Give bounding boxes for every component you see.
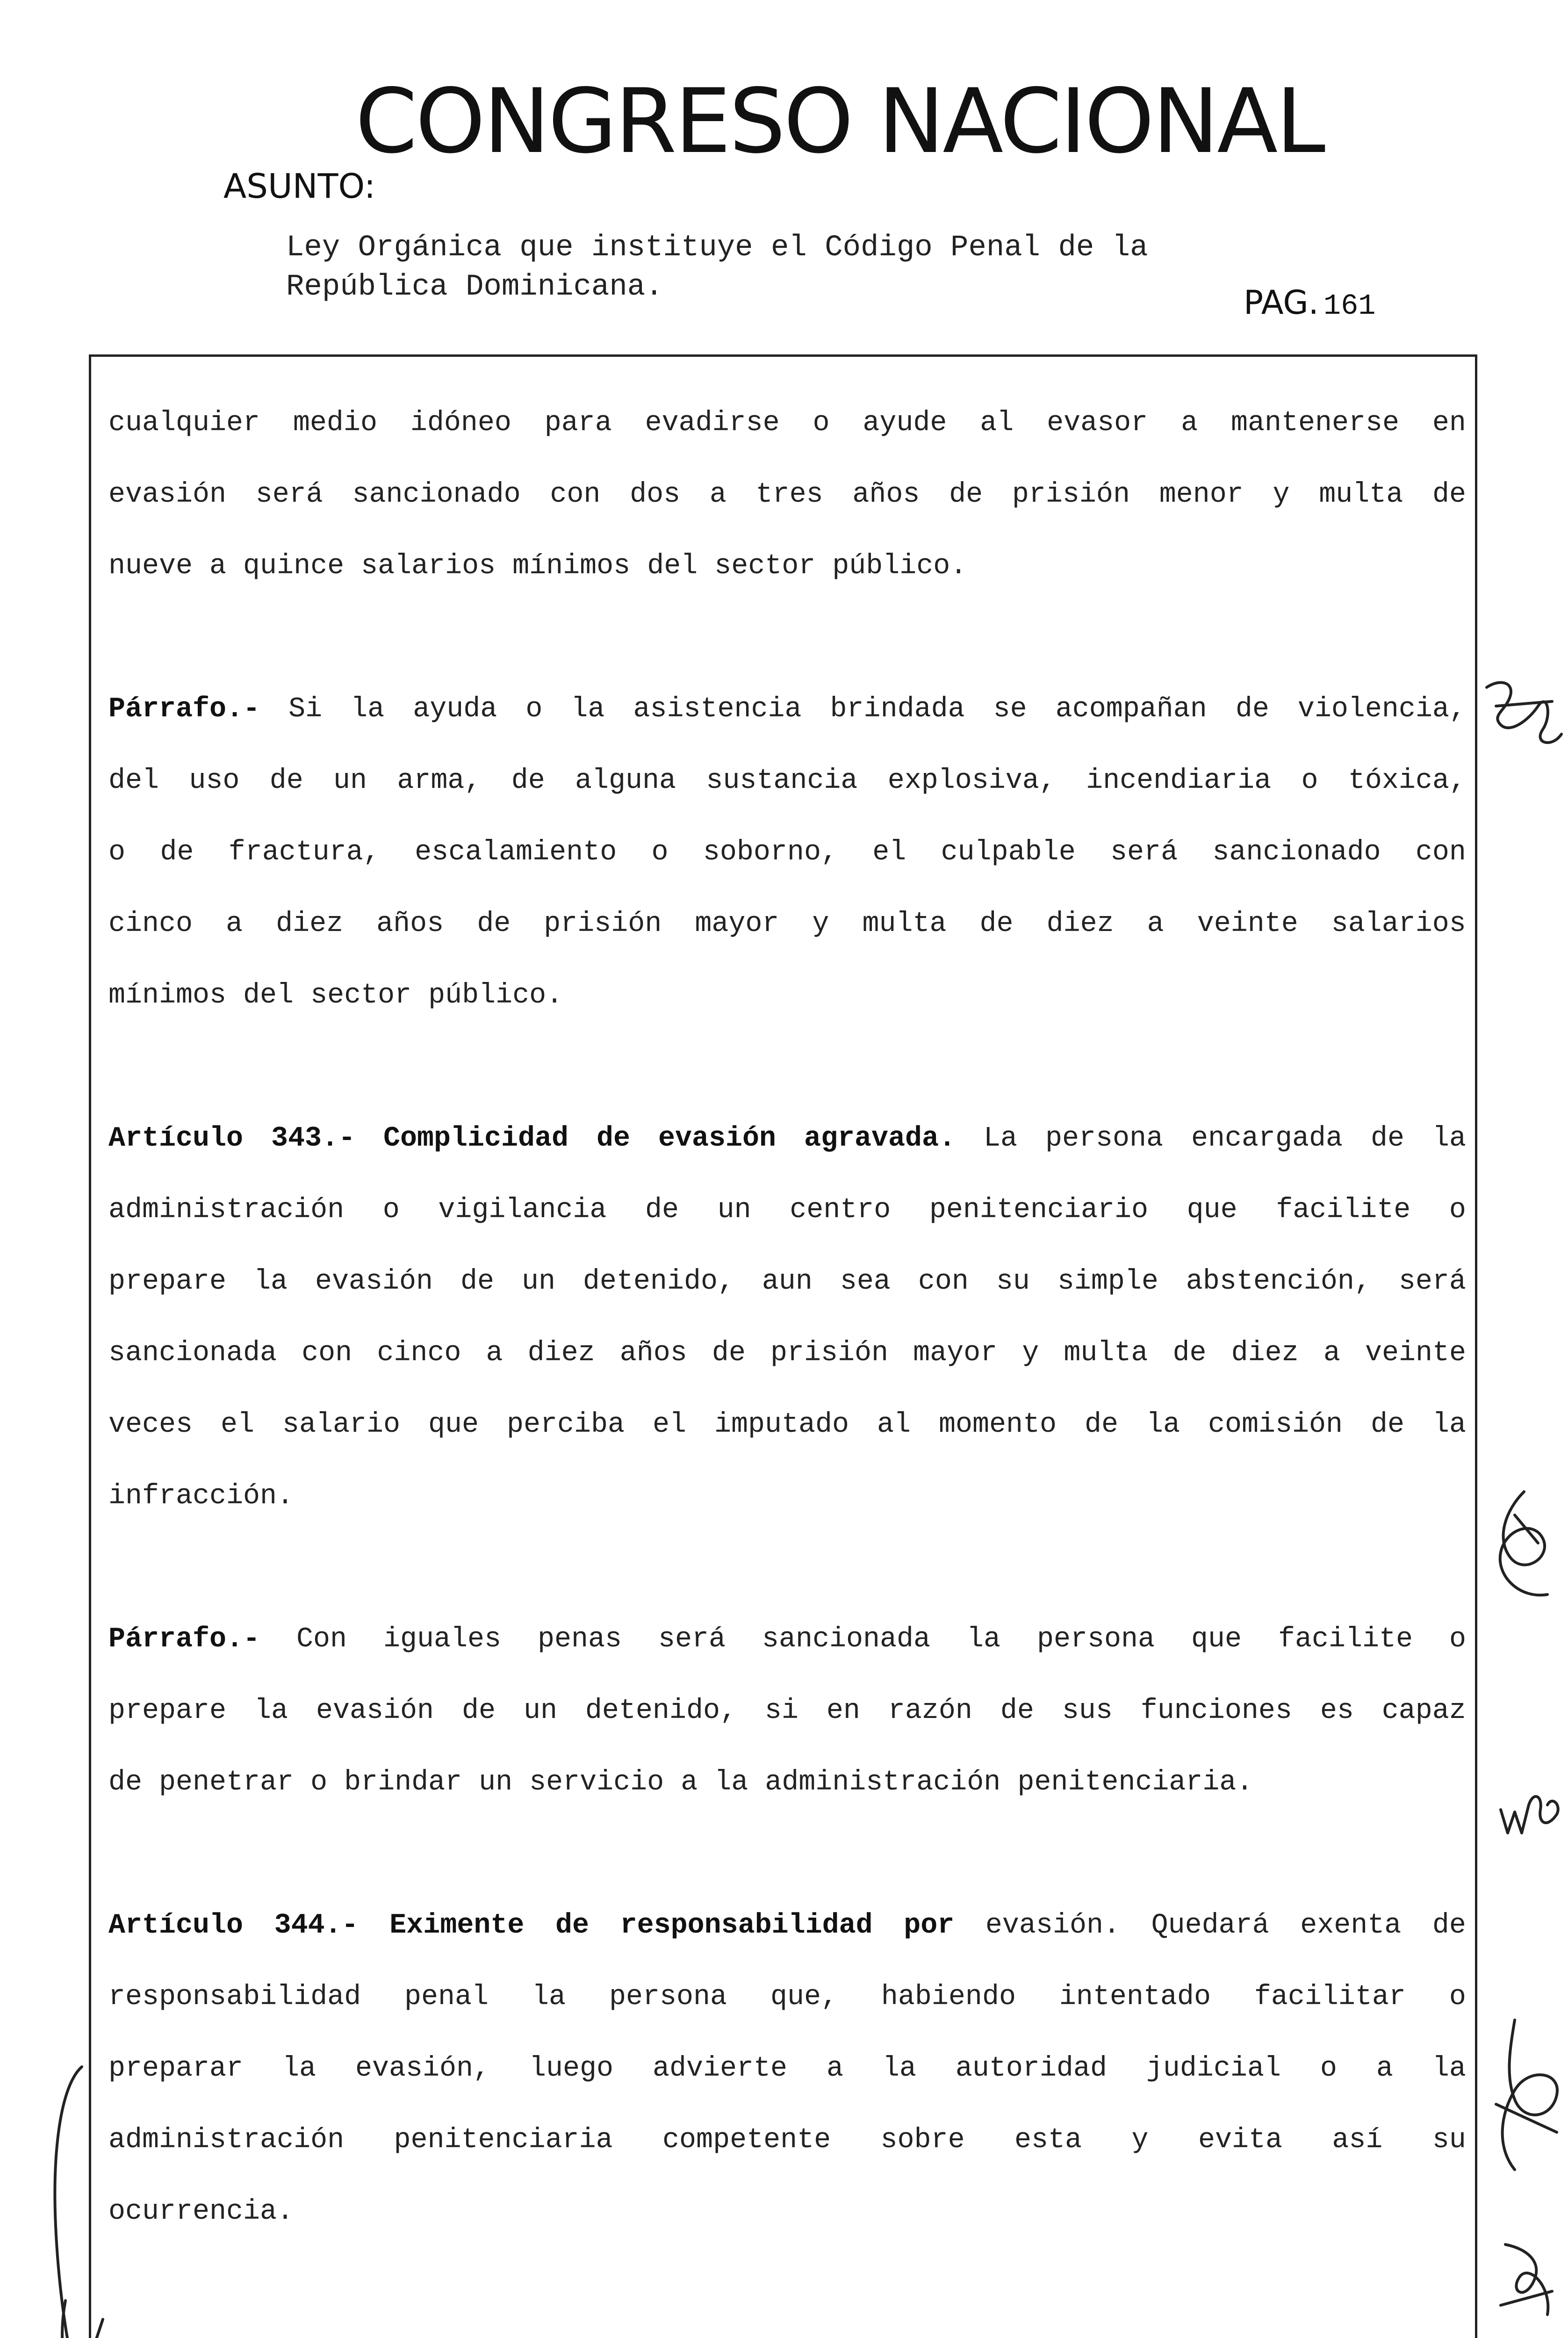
word: de xyxy=(1371,1409,1405,1441)
word: o xyxy=(1449,1981,1466,2013)
subject-text xyxy=(286,228,1148,307)
word: tres xyxy=(755,479,823,511)
word: la xyxy=(532,1981,566,2013)
word: habiendo xyxy=(881,1981,1016,2013)
word: medio xyxy=(293,407,377,439)
word: salario xyxy=(282,1409,401,1441)
word: servicio xyxy=(529,1767,664,1798)
word: brindar xyxy=(344,1767,462,1798)
margin-initials-signature xyxy=(1487,1487,1561,1609)
word: es xyxy=(1320,1695,1354,1727)
word: de xyxy=(160,837,194,868)
word: judicial xyxy=(1146,2053,1281,2085)
word: capaz xyxy=(1381,1695,1466,1727)
word: La xyxy=(984,1123,1018,1155)
word: al xyxy=(980,407,1014,439)
word: persona xyxy=(1036,1624,1155,1655)
word: la xyxy=(714,1767,748,1798)
word: multa xyxy=(1064,1337,1148,1369)
word: al xyxy=(877,1409,911,1441)
word: autoridad xyxy=(955,2053,1107,2085)
word: a xyxy=(209,550,227,582)
text-line xyxy=(108,407,1466,440)
margin-initials-signature xyxy=(1496,1777,1566,1842)
text-line xyxy=(108,836,1466,869)
word: la xyxy=(1432,2053,1466,2085)
word: años xyxy=(619,1337,687,1369)
word: violencia, xyxy=(1297,693,1466,725)
word: de xyxy=(269,765,303,797)
word: penitenciaria. xyxy=(1017,1767,1253,1798)
word: o xyxy=(1449,1624,1466,1655)
word: mantenerse xyxy=(1230,407,1399,439)
word: por xyxy=(904,1910,955,1941)
text-line xyxy=(108,979,1466,1012)
word: de xyxy=(555,1910,589,1941)
word: con xyxy=(918,1266,969,1298)
word: prepare xyxy=(108,1266,227,1298)
word: sus xyxy=(1062,1695,1113,1727)
word: mínimos xyxy=(512,550,631,582)
word: que xyxy=(1187,1194,1237,1226)
word: prisión xyxy=(770,1337,889,1369)
word: a xyxy=(1376,2053,1393,2085)
word: de xyxy=(1432,1910,1466,1941)
word: su xyxy=(1432,2124,1466,2156)
word: a xyxy=(1181,407,1198,439)
word: público. xyxy=(428,980,563,1011)
text-line xyxy=(108,765,1466,797)
word: se xyxy=(993,693,1027,725)
word: simple xyxy=(1057,1266,1158,1298)
margin-initials-signature xyxy=(1487,2011,1566,2179)
word: del xyxy=(108,765,159,797)
text-line xyxy=(108,1695,1466,1727)
word: a xyxy=(1147,908,1164,940)
word: comisión xyxy=(1208,1409,1343,1441)
word: uso xyxy=(189,765,240,797)
word: sector xyxy=(310,980,412,1011)
word: de xyxy=(460,1266,494,1298)
word: Si xyxy=(288,693,323,725)
text-line xyxy=(108,1909,1466,1942)
word: momento xyxy=(939,1409,1057,1441)
word: público. xyxy=(832,550,967,582)
page-number: 161 xyxy=(1323,289,1376,323)
word: evadirse xyxy=(645,407,780,439)
text-line xyxy=(108,2124,1466,2157)
word: detenido, xyxy=(583,1266,734,1298)
word: asistencia xyxy=(633,693,802,725)
word: facilite xyxy=(1276,1194,1411,1226)
word: o xyxy=(1449,1194,1466,1226)
word: la xyxy=(882,2053,916,2085)
word: la xyxy=(351,693,385,725)
word: la xyxy=(1146,1409,1180,1441)
margin-signature-stroke xyxy=(33,2057,136,2338)
word: de xyxy=(1235,693,1269,725)
word: esta xyxy=(1014,2124,1082,2156)
word: será xyxy=(658,1624,726,1655)
word: mayor xyxy=(913,1337,998,1369)
word: cinco xyxy=(377,1337,461,1369)
word: sancionado xyxy=(1212,837,1381,868)
word: administración xyxy=(765,1767,1001,1798)
page-indicator xyxy=(1244,283,1376,323)
word: y xyxy=(1273,479,1290,511)
word: diez xyxy=(1231,1337,1299,1369)
word: dos xyxy=(630,479,681,511)
word: un xyxy=(333,765,367,797)
word: evasión xyxy=(315,1266,433,1298)
word: sancionado xyxy=(352,479,521,511)
word: de xyxy=(1370,1123,1404,1155)
word: agravada. xyxy=(804,1123,956,1155)
word: detenido, xyxy=(585,1695,737,1727)
word: de xyxy=(477,908,511,940)
word: Complicidad xyxy=(383,1123,569,1155)
word: o xyxy=(382,1194,400,1226)
word: exenta xyxy=(1300,1910,1402,1941)
word: multa xyxy=(862,908,947,940)
word: cualquier xyxy=(108,407,260,439)
word: salarios xyxy=(1331,908,1466,940)
word: de xyxy=(949,479,983,511)
word: evasión xyxy=(658,1123,777,1155)
word: Artículo xyxy=(108,1123,244,1155)
word: penitenciario xyxy=(929,1194,1148,1226)
word: diez xyxy=(527,1337,595,1369)
word: penitenciaria xyxy=(394,2124,613,2156)
word: y xyxy=(1022,1337,1039,1369)
word: cinco xyxy=(108,908,193,940)
word: alguna xyxy=(575,765,676,797)
word: de xyxy=(1000,1695,1034,1727)
word: responsabilidad xyxy=(108,1981,361,2013)
word: penal xyxy=(404,1981,489,2013)
word: encargada xyxy=(1191,1123,1343,1155)
subject-line-1: Ley Orgánica que instituye el Código Penal de la xyxy=(286,231,1148,265)
word: abstención, xyxy=(1186,1266,1371,1298)
word: ocurrencia. xyxy=(108,2196,294,2228)
word: idóneo xyxy=(410,407,511,439)
word: o xyxy=(525,693,543,725)
word: o xyxy=(108,837,126,868)
word: Eximente xyxy=(389,1910,525,1941)
word: de xyxy=(712,1337,746,1369)
word: y xyxy=(812,908,829,940)
word: que xyxy=(1191,1624,1242,1655)
word: a xyxy=(1323,1337,1340,1369)
word: de xyxy=(1432,479,1466,511)
text-line xyxy=(108,478,1466,511)
word: persona xyxy=(609,1981,727,2013)
word: administración xyxy=(108,2124,345,2156)
word: veces xyxy=(108,1409,193,1441)
word: de xyxy=(1172,1337,1207,1369)
word: escalamiento xyxy=(415,837,617,868)
margin-initials-signature xyxy=(1491,2235,1561,2329)
word: un xyxy=(521,1266,555,1298)
page-label: PAG. xyxy=(1244,283,1319,322)
word: Párrafo.- xyxy=(108,1624,260,1655)
word: iguales xyxy=(383,1624,502,1655)
word: tóxica, xyxy=(1348,765,1466,797)
word: centro xyxy=(790,1194,891,1226)
word: de xyxy=(461,1695,496,1727)
word: diez xyxy=(276,908,344,940)
word: intentado xyxy=(1059,1981,1211,2013)
word: veinte xyxy=(1197,908,1298,940)
word: el xyxy=(653,1409,687,1441)
word: incendiaria xyxy=(1086,765,1272,797)
word: sea xyxy=(840,1266,891,1298)
word: sector xyxy=(714,550,816,582)
asunto-label: ASUNTO: xyxy=(223,166,376,206)
word: prisión xyxy=(1012,479,1130,511)
word: luego xyxy=(529,2053,613,2085)
word: del xyxy=(647,550,698,582)
word: la xyxy=(571,693,605,725)
word: 343.- xyxy=(271,1123,356,1155)
word: será xyxy=(1398,1266,1466,1298)
word: un xyxy=(523,1695,557,1727)
congress-title: CONGRESO NACIONAL xyxy=(355,70,1324,173)
word: diez xyxy=(1046,908,1114,940)
word: perciba xyxy=(507,1409,625,1441)
word: la xyxy=(1432,1123,1466,1155)
word: en xyxy=(826,1695,860,1727)
text-line xyxy=(108,2052,1466,2085)
word: brindada xyxy=(830,693,965,725)
word: prepare xyxy=(108,1695,227,1727)
word: razón xyxy=(888,1695,972,1727)
text-line xyxy=(108,2195,1466,2228)
word: Quedará xyxy=(1151,1910,1269,1941)
word: la xyxy=(254,1695,288,1727)
word: preparar xyxy=(108,2053,244,2085)
word: si xyxy=(764,1695,798,1727)
word: administración xyxy=(108,1194,345,1226)
word: a xyxy=(486,1337,503,1369)
word: a xyxy=(826,2053,843,2085)
margin-initials-signature xyxy=(1482,673,1566,767)
word: la xyxy=(1432,1409,1466,1441)
word: su xyxy=(996,1266,1030,1298)
word: advierte xyxy=(652,2053,787,2085)
word: infracción. xyxy=(108,1480,294,1512)
text-line xyxy=(108,550,1466,583)
word: a xyxy=(709,479,726,511)
word: evasor xyxy=(1047,407,1148,439)
word: penas xyxy=(538,1624,622,1655)
word: será xyxy=(255,479,323,511)
word: mínimos xyxy=(108,980,227,1011)
word: veinte xyxy=(1365,1337,1466,1369)
word: o xyxy=(813,407,830,439)
word: quince xyxy=(243,550,345,582)
word: ayude xyxy=(863,407,947,439)
word: un xyxy=(479,1767,513,1798)
text-line xyxy=(108,1981,1466,2013)
word: a xyxy=(681,1767,698,1798)
word: 344.- xyxy=(274,1910,359,1941)
word: años xyxy=(376,908,444,940)
text-line xyxy=(108,1766,1466,1799)
word: la xyxy=(254,1266,288,1298)
word: sancionada xyxy=(762,1624,931,1655)
word: prisión xyxy=(544,908,662,940)
word: con xyxy=(550,479,601,511)
word: penetrar xyxy=(159,1767,294,1798)
word: un xyxy=(717,1194,751,1226)
text-line xyxy=(108,1194,1466,1227)
word: acompañan xyxy=(1055,693,1207,725)
word: evita xyxy=(1198,2124,1282,2156)
word: facilite xyxy=(1278,1624,1413,1655)
word: arma, xyxy=(397,765,482,797)
word: multa xyxy=(1319,479,1403,511)
subject-line-2: República Dominicana. xyxy=(286,270,663,304)
word: competente xyxy=(662,2124,831,2156)
word: con xyxy=(1415,837,1466,868)
word: años xyxy=(852,479,920,511)
word: en xyxy=(1432,407,1466,439)
word: o xyxy=(1301,765,1318,797)
word: será xyxy=(1110,837,1178,868)
text-line xyxy=(108,1122,1466,1155)
word: mayor xyxy=(695,908,779,940)
word: vigilancia xyxy=(438,1194,607,1226)
word: de xyxy=(108,1767,143,1798)
word: responsabilidad xyxy=(620,1910,873,1941)
word: de xyxy=(1085,1409,1119,1441)
word: menor xyxy=(1159,479,1244,511)
word: Párrafo.- xyxy=(108,693,260,725)
text-line xyxy=(108,908,1466,940)
text-line xyxy=(108,693,1466,726)
word: la xyxy=(966,1624,1000,1655)
text-line xyxy=(108,1408,1466,1441)
word: Con xyxy=(296,1624,347,1655)
word: fractura, xyxy=(228,837,380,868)
word: el xyxy=(872,837,906,868)
word: con xyxy=(302,1337,352,1369)
word: explosiva, xyxy=(887,765,1056,797)
word: sancionada xyxy=(108,1337,277,1369)
word: sobre xyxy=(880,2124,965,2156)
word: que, xyxy=(770,1981,838,2013)
word: evasión xyxy=(108,479,227,511)
word: facilitar xyxy=(1254,1981,1406,2013)
word: el xyxy=(221,1409,255,1441)
word: que xyxy=(428,1409,479,1441)
word: así xyxy=(1332,2124,1383,2156)
word: o xyxy=(651,837,669,868)
word: o xyxy=(1320,2053,1337,2085)
word: evasión, xyxy=(355,2053,490,2085)
word: nueve xyxy=(108,550,193,582)
word: soborno, xyxy=(703,837,838,868)
word: la xyxy=(282,2053,316,2085)
word: o xyxy=(310,1767,328,1798)
word: imputado xyxy=(714,1409,849,1441)
word: y xyxy=(1131,2124,1149,2156)
word: Artículo xyxy=(108,1910,244,1941)
word: ayuda xyxy=(413,693,497,725)
word: de xyxy=(597,1123,631,1155)
word: del xyxy=(243,980,294,1011)
text-line xyxy=(108,1337,1466,1370)
word: de xyxy=(511,765,545,797)
word: evasión xyxy=(316,1695,434,1727)
word: para xyxy=(544,407,612,439)
text-line xyxy=(108,1265,1466,1298)
word: funciones xyxy=(1140,1695,1292,1727)
word: de xyxy=(979,908,1014,940)
word: sustancia xyxy=(706,765,858,797)
text-line xyxy=(108,1623,1466,1656)
word: evasión. xyxy=(985,1910,1120,1941)
word: salarios xyxy=(361,550,496,582)
word: de xyxy=(645,1194,679,1226)
text-line xyxy=(108,1480,1466,1513)
word: culpable xyxy=(941,837,1076,868)
word: aun xyxy=(762,1266,813,1298)
word: a xyxy=(226,908,243,940)
word: persona xyxy=(1045,1123,1164,1155)
